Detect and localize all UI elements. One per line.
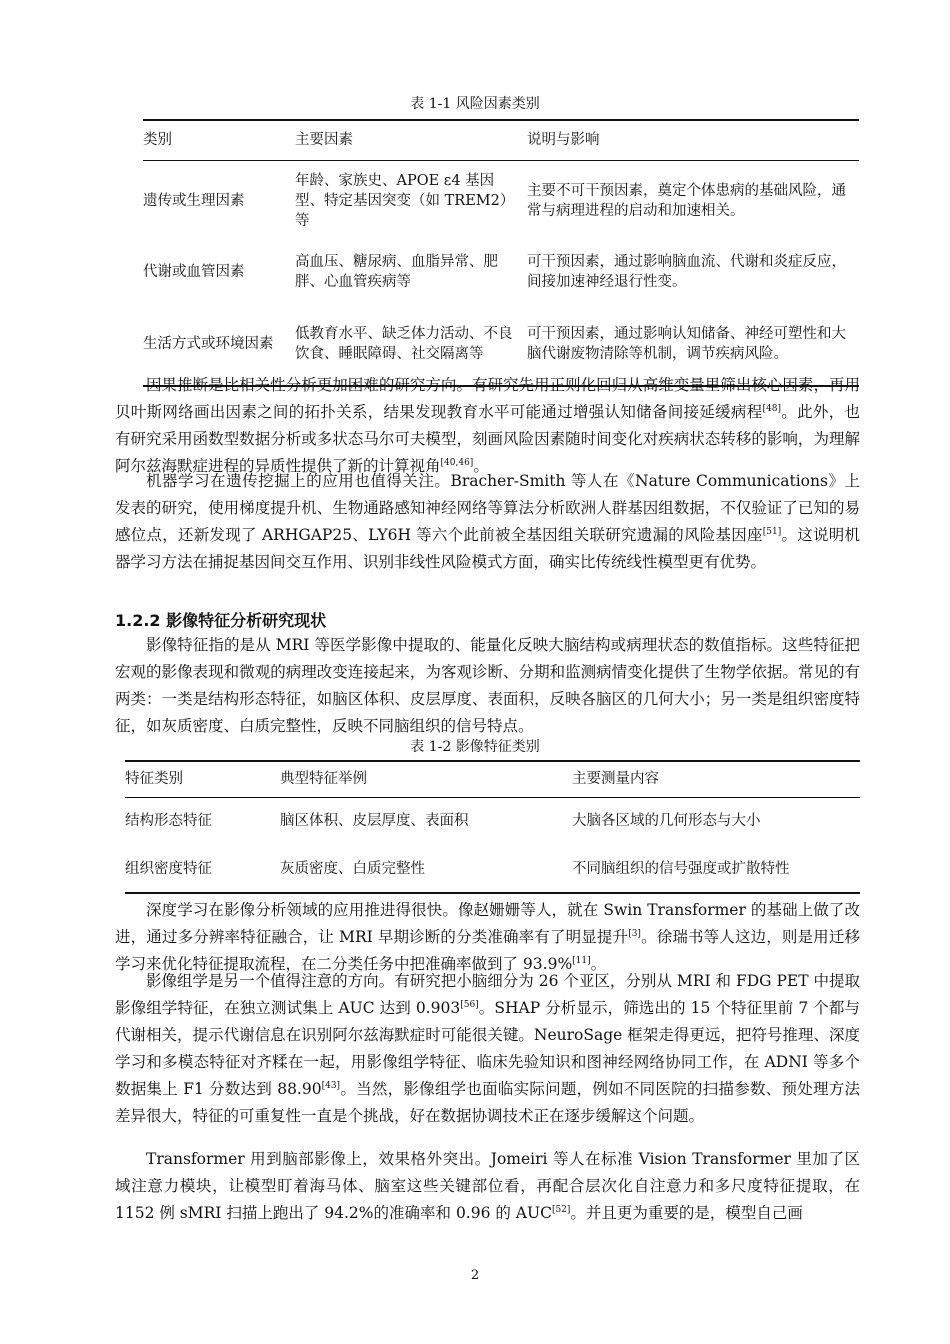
citation: [48]	[762, 403, 782, 414]
body-paragraph: 深度学习在影像分析领域的应用推进得很快。像赵姗姗等人，就在 Swin Transformer 的基础上做了改进，通过多分辨率特征融合，让 MRI 早期诊断的分类准确率有了明显提升[3]。徐瑞书等人这边，则是用迁移学习来优化特征提取流程，在二分类任务中把准确率做到了 93.9%[11]。	[115, 901, 860, 973]
table-header-row	[125, 761, 860, 797]
image-feature-table	[125, 760, 860, 894]
citation: [3]	[628, 928, 641, 939]
table-cell: 主要不可干预因素，奠定个体患病的基础风险，通常与病理进程的启动和加速相关。	[527, 183, 846, 220]
table-cell: 生活方式或环境因素	[143, 302, 295, 386]
table-cell: 可干预因素，通过影响脑血流、代谢和炎症反应，间接加速神经退行性变。	[527, 254, 846, 290]
body-paragraph: 机器学习在遗传挖掘上的应用也值得关注。Bracher-Smith 等人在《Nature Communications》上发表的研究，使用梯度提升机、生物通路感知神经网络等算法分析欧洲人群基因组数据，不仅验证了已知的易感位点，还新发现了 ARHGAP25、LY6H 等六个此前被全基因组关联研究遗漏的风险基因座[51]。这说明机器学习方法在捕捉基因间交互作用、识别非线性风险模式方面，确实比传统线性模型更有优势。	[115, 472, 860, 571]
table-header-cell: 主要因素	[295, 120, 527, 160]
table-1-caption: 表 1-1 风险因素类别	[410, 96, 540, 112]
table-2-caption: 表 1-2 影像特征类别	[410, 739, 540, 755]
table-cell: 大脑各区域的几何形态与大小	[572, 813, 761, 830]
table-header-cell: 说明与影响	[527, 120, 859, 160]
table-header-cell: 典型特征举例	[280, 761, 572, 797]
table-cell: 代谢或血管因素	[143, 264, 245, 280]
citation: [52]	[551, 1204, 571, 1215]
table-header-row	[143, 120, 859, 160]
table-cell: 结构形态特征	[125, 813, 212, 830]
section-heading: 1.2.2 影像特征分析研究现状	[115, 611, 327, 630]
table-cell: 低教育水平、缺乏体力活动、不良饮食、睡眠障碍、社交隔离等	[295, 302, 527, 386]
table-cell: 脑区体积、皮层厚度、表面积	[280, 813, 469, 830]
table-cell: 可干预因素，通过影响认知储备、神经可塑性和大脑代谢废物清除等机制，调节疾病风险。	[527, 302, 859, 386]
table-cell: 遗传或生理因素	[143, 193, 245, 210]
citation: [56]	[460, 999, 479, 1010]
body-paragraph: 影像特征指的是从 MRI 等医学影像中提取的、能量化反映大脑结构或病理状态的数值指标。这些特征把宏观的影像表现和微观的病理改变连接起来，为客观诊断、分期和监测病情变化提供了生物学依据。常见的有两类：一类是结构形态特征，如脑区体积、皮层厚度、表面积，反映各脑区的几何大小；另一类是组织密度特征，如灰质密度、白质完整性，反映不同脑组织的信号特点。	[115, 636, 860, 735]
table-header-cell: 类别	[143, 120, 295, 160]
table-header-cell: 主要测量内容	[572, 761, 860, 797]
table-header-cell: 特征类别	[125, 761, 280, 797]
citation: [11]	[572, 955, 591, 966]
table-cell: 灰质密度、白质完整性	[280, 845, 572, 893]
citation: [40,46]	[440, 457, 474, 468]
table-cell: 组织密度特征	[125, 845, 280, 893]
citation: [51]	[762, 526, 782, 537]
table-row	[143, 160, 859, 242]
table-cell: 年龄、家族史、APOE ε4 基因型、特定基因突变（如 TREM2）等	[295, 173, 515, 230]
table-row	[125, 797, 860, 845]
table-row	[125, 845, 860, 893]
page-number: 2	[470, 1268, 480, 1283]
body-paragraph: Transformer 用到脑部影像上，效果格外突出。Jomeiri 等人在标准 Vision Transformer 里加了区域注意力模块，让模型盯着海马体、脑室这些关键部位看，再配合层次化自注意力和多尺度特征提取，在 1152 例 sMRI 扫描上跑出了 94.2%的准确率和 0.96 的 AUC[52]。并且更为重要的是，模型自己画	[115, 1150, 860, 1222]
citation: [43]	[321, 1080, 341, 1091]
table-cell: 高血压、糖尿病、血脂异常、肥胖、心血管疾病等	[295, 254, 498, 290]
risk-factor-table	[143, 119, 859, 387]
table-row	[143, 242, 859, 302]
body-paragraph: 因果推断是比相关性分析更加困难的研究方向。有研究先用正则化回归从高维变量里筛出核心因素，再用贝叶斯网络画出因素之间的拓扑关系，结果发现教育水平可能通过增强认知储备间接延缓病程[48]。此外，也有研究采用函数型数据分析或多状态马尔可夫模型，刻画风险因素随时间变化对疾病状态转移的影响，为理解阿尔兹海默症进程的异质性提供了新的计算视角[40,46]。	[115, 376, 860, 475]
body-paragraph: 影像组学是另一个值得注意的方向。有研究把小脑细分为 26 个亚区，分别从 MRI 和 FDG PET 中提取影像组学特征，在独立测试集上 AUC 达到 0.903[56]。SHAP 分析显示，筛选出的 15 个特征里前 7 个都与代谢相关，提示代谢信息在识别阿尔兹海默症时可能很关键。NeuroSage 框架走得更远，把符号推理、深度学习和多模态特征对齐糅在一起，用影像组学特征、临床先验知识和图神经网络协同工作，在 ADNI 等多个数据集上 F1 分数达到 88.90[43]。当然，影像组学也面临实际问题，例如不同医院的扫描参数、预处理方法差异很大，特征的可重复性一直是个挑战，好在数据协调技术正在逐步缓解这个问题。	[115, 972, 860, 1125]
table-cell: 不同脑组织的信号强度或扩散特性	[572, 845, 860, 893]
